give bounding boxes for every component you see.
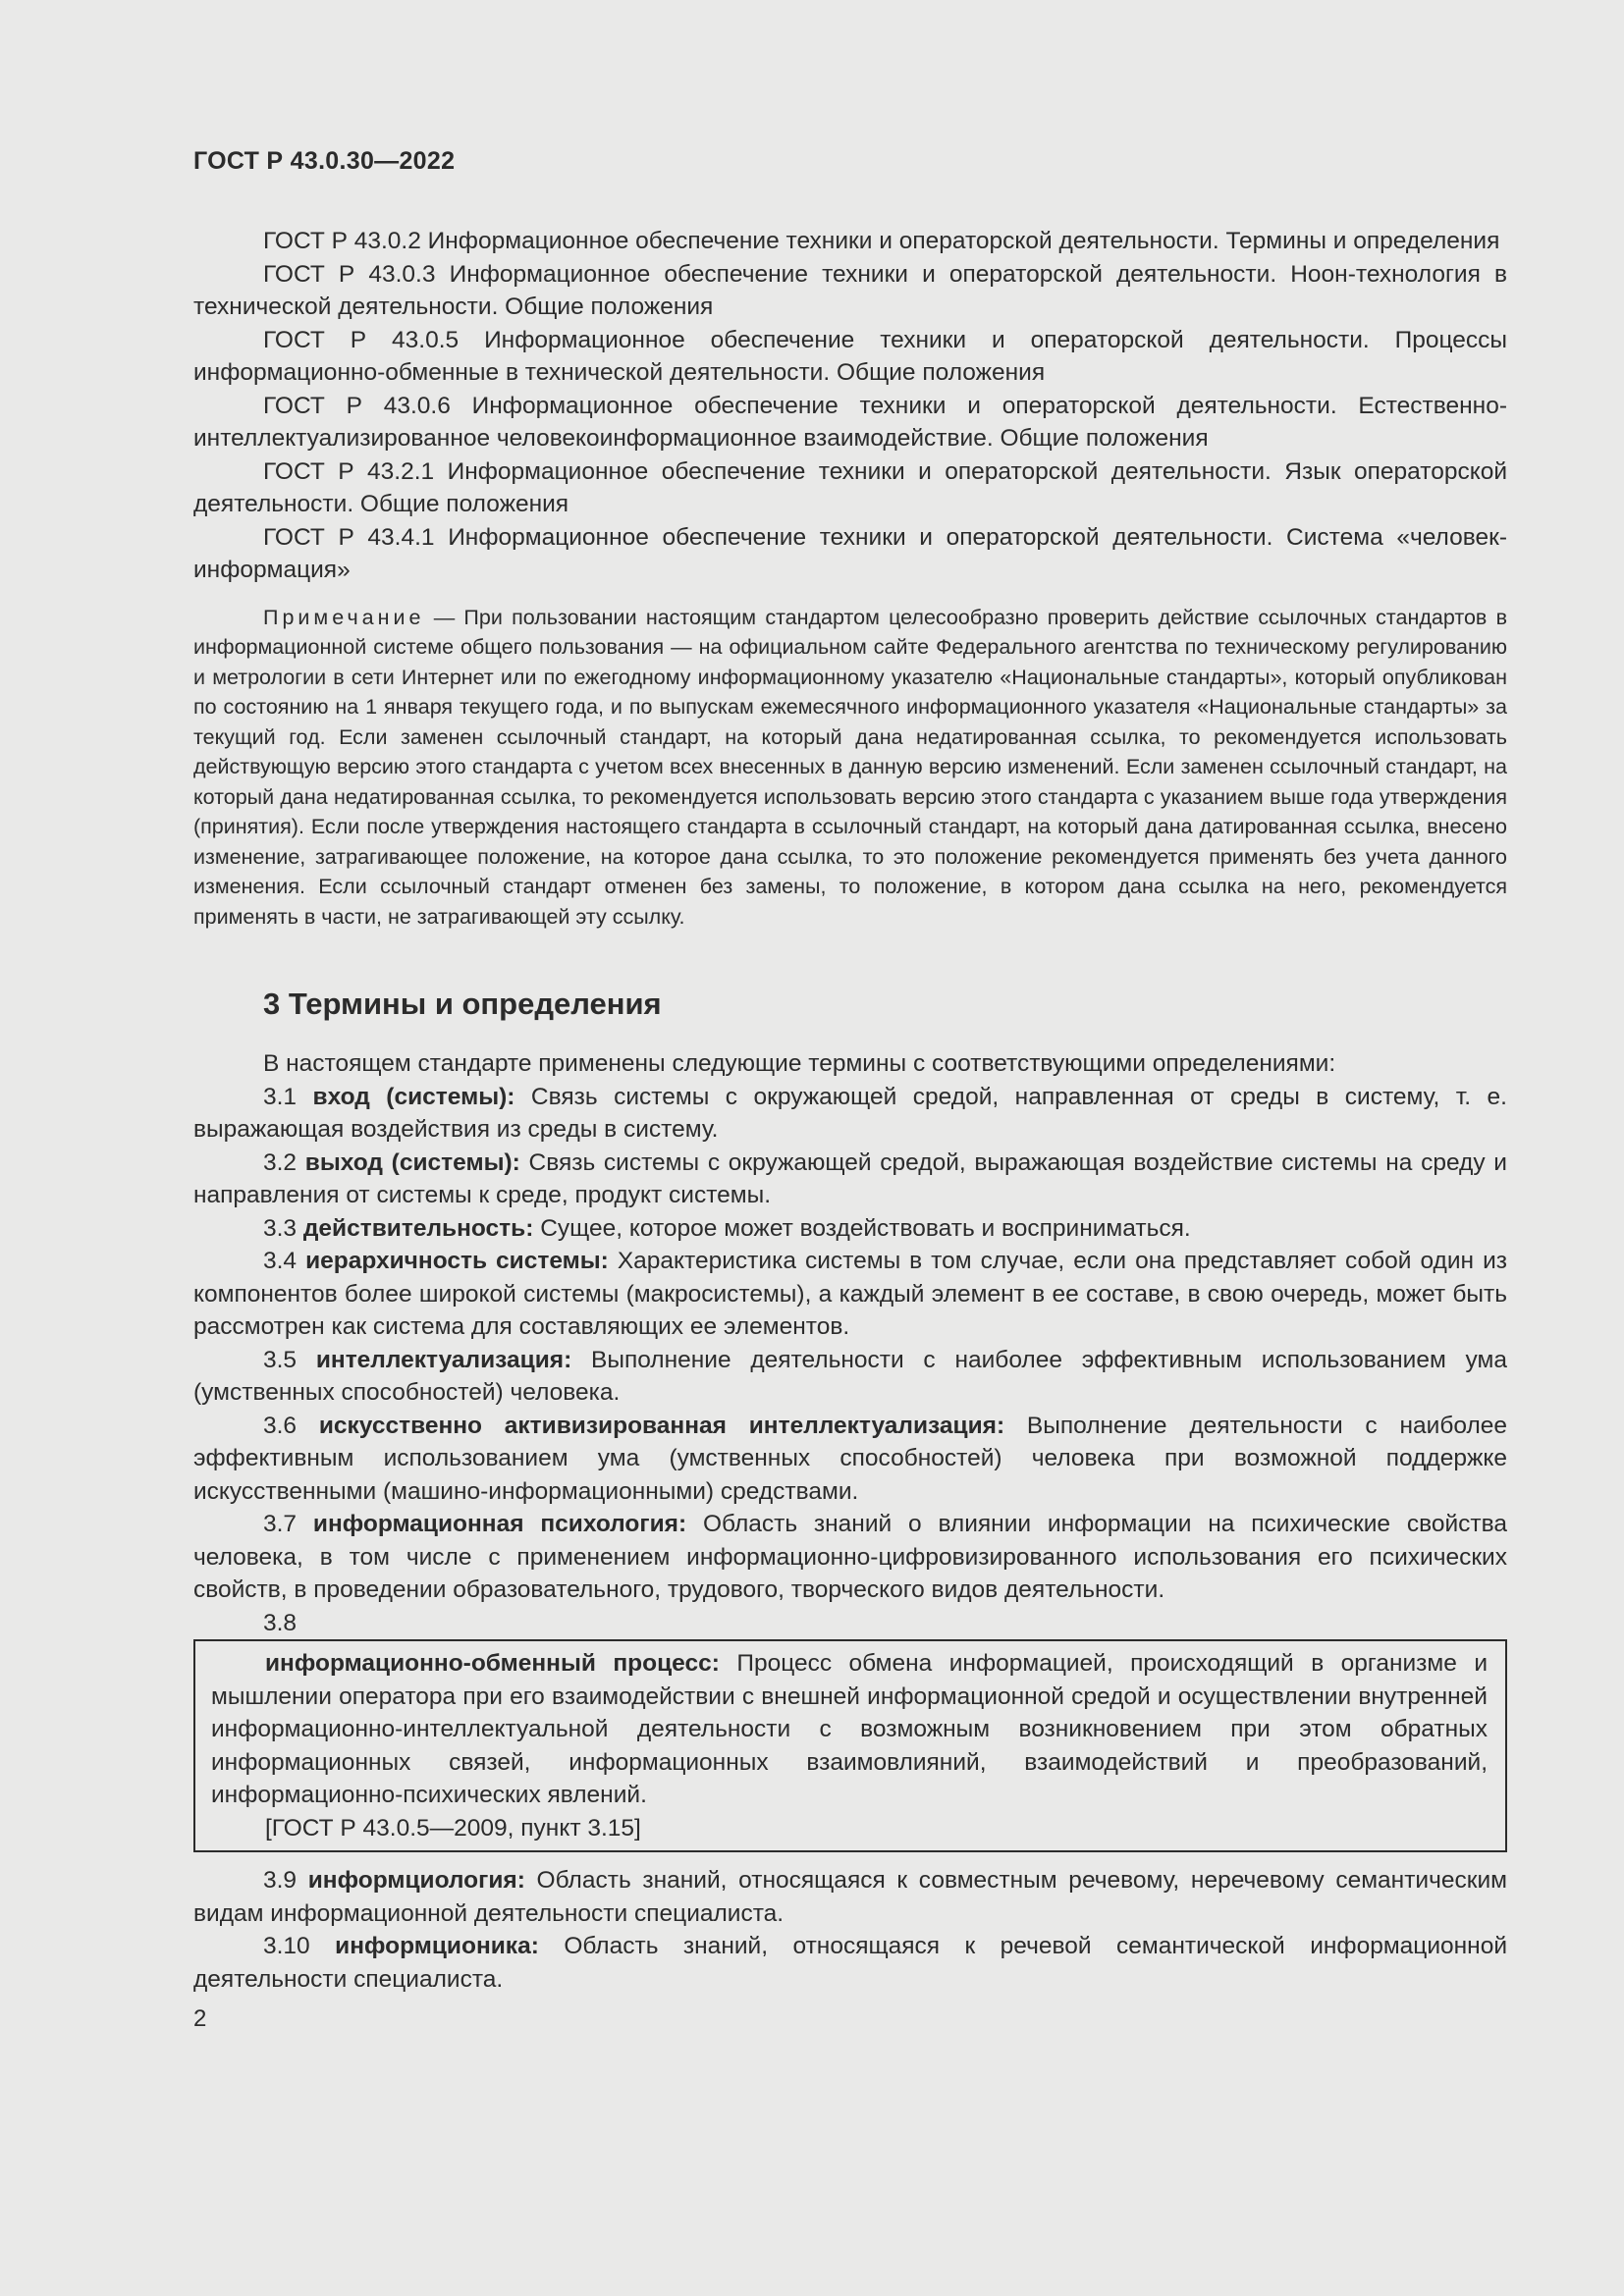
- term-number: 3.1: [263, 1083, 313, 1110]
- term-number: 3.9: [263, 1867, 308, 1894]
- normative-references: [193, 225, 1507, 587]
- term-number: 3.3: [263, 1214, 303, 1242]
- term-number: 3.6: [263, 1412, 319, 1439]
- term-entry: [211, 1647, 1488, 1812]
- term-entry: [193, 1147, 1507, 1212]
- term-entry: [193, 1508, 1507, 1607]
- term-name: выход (системы):: [304, 1148, 520, 1176]
- term-definition: Сущее, которое может воздействовать и восприниматься.: [533, 1214, 1191, 1242]
- term-definition: Связь системы с окружающей средой, выражающая воздействие системы на среду и направления от системы к среде, продукт системы.: [193, 1148, 1507, 1208]
- term-name: информционика:: [335, 1933, 539, 1959]
- term-name: искусственно активизированная интеллектуализация:: [318, 1412, 1005, 1439]
- term-definition: Выполнение деятельности с наиболее эффективным использованием ума (умственных способностей) человека при возможной поддержке искусственными (машино-информационными) средствами.: [193, 1412, 1507, 1505]
- reference-item: ГОСТ Р 43.0.6 Информационное обеспечение техники и операторской деятельности. Естественно-интеллектуализированное человекоинформационное взаимодействие. Общие положения: [193, 392, 1507, 452]
- term-number: 3.10: [263, 1933, 336, 1959]
- term-source: [ГОСТ Р 43.0.5—2009, пункт 3.15]: [265, 1814, 641, 1842]
- term-entry: [193, 1864, 1507, 1930]
- term-number: 3.7: [263, 1511, 313, 1537]
- term-name: информационно-обменный процесс:: [265, 1650, 720, 1677]
- term-entry: [193, 1410, 1507, 1509]
- term-number-3-8: 3.8: [263, 1609, 298, 1636]
- term-definition: Область знаний о влиянии информации на психические свойства человека, в том числе с применением информационно-цифровизированного использования его психических свойств, в проведении образовательного, трудового, творческого видов деятельности.: [193, 1511, 1507, 1603]
- document-page: [193, 147, 1507, 2033]
- term-name: интеллектуализация:: [315, 1346, 572, 1373]
- term-entry: [193, 1930, 1507, 1996]
- reference-item: ГОСТ Р 43.4.1 Информационное обеспечение техники и операторской деятельности. Система «человек-информация»: [193, 523, 1507, 583]
- term-entry: [193, 1212, 1507, 1246]
- term-definition: Область знаний, относящаяся к совместным речевому, неречевому семантическим видам информационной деятельности специалиста.: [193, 1867, 1507, 1927]
- term-definition: Выполнение деятельности с наиболее эффективным использованием ума (умственных способностей) человека.: [193, 1346, 1507, 1406]
- term-entry: [193, 1344, 1507, 1410]
- reference-item: ГОСТ Р 43.0.5 Информационное обеспечение техники и операторской деятельности. Процессы информационно-обменные в технической деятельности. Общие положения: [193, 326, 1507, 386]
- term-name: иерархичность системы:: [305, 1248, 609, 1274]
- term-definition: Область знаний, относящаяся к речевой семантической информационной деятельности специалиста.: [193, 1933, 1507, 1993]
- reference-item: ГОСТ Р 43.0.3 Информационное обеспечение техники и операторской деятельности. Ноон-технология в технической деятельности. Общие положения: [193, 260, 1507, 320]
- term-name: действительность:: [302, 1214, 534, 1242]
- note-label: Примечание: [263, 605, 425, 629]
- document-header: ГОСТ Р 43.0.30—2022: [193, 147, 456, 175]
- note-paragraph: [193, 603, 1507, 933]
- page-number: 2: [193, 2005, 207, 2032]
- reference-item: ГОСТ Р 43.2.1 Информационное обеспечение техники и операторской деятельности. Язык операторской деятельности. Общие положения: [193, 457, 1507, 517]
- term-number: 3.4: [263, 1248, 306, 1274]
- term-entry: [193, 1081, 1507, 1147]
- borrowed-term-box: [193, 1639, 1507, 1852]
- term-name: информциология:: [307, 1867, 525, 1894]
- term-name: информационная психология:: [312, 1511, 687, 1537]
- term-number: 3.5: [263, 1346, 316, 1373]
- reference-item: ГОСТ Р 43.0.2 Информационное обеспечение техники и операторской деятельности. Термины и определения: [263, 228, 1500, 254]
- term-definition: Процесс обмена информацией, происходящий в организме и мышлении оператора при его взаимодействии с внешней информационной средой и осуществлении внутренней информационно-интеллектуальной деятельности с возможным возникновением при этом обратных информационных связей, информационных взаимовлияний, взаимодействий и преобразований, информационно-психических явлений.: [211, 1650, 1488, 1808]
- term-number: 3.2: [263, 1148, 305, 1176]
- section-intro: В настоящем стандарте применены следующие термины с соответствующими определениями:: [263, 1050, 1336, 1077]
- note-text: — При пользовании настоящим стандартом целесообразно проверить действие ссылочных стандартов в информационной системе общего пользования — на официальном сайте Федерального агентства по техническому регулированию и метрологии в сети Интернет или по ежегодному информационному указателю «Национальные стандарты», который опубликован по состоянию на 1 января текущего года, и по выпускам ежемесячного информационного указателя «Национальные стандарты» за текущий год. Если заменен ссылочный стандарт, на который дана недатированная ссылка, то рекомендуется использовать действующую версию этого стандарта с учетом всех внесенных в данную версию изменений. Если заменен ссылочный стандарт, на который дана недатированная ссылка, то рекомендуется использовать версию этого стандарта с указанием выше года утверждения (принятия). Если после утверждения настоящего стандарта в ссылочный стандарт, на который дана датированная ссылка, внесено изменение, затрагивающее положение, на которое дана ссылка, то это положение рекомендуется применять без учета данного изменения. Если ссылочный стандарт отменен без замены, то положение, в котором дана ссылка на него, рекомендуется применять в части, не затрагивающей эту ссылку.: [193, 605, 1507, 929]
- term-entry: [193, 1245, 1507, 1344]
- section-title: 3 Термины и определения: [263, 987, 662, 1021]
- term-definition: Характеристика системы в том случае, если она представляет собой один из компонентов более широкой системы (макросистемы), а каждый элемент в ее составе, в свою очередь, может быть рассмотрен как система для составляющих ее элементов.: [193, 1248, 1507, 1340]
- term-definition: Связь системы с окружающей средой, направленная от среды в систему, т. е. выражающая воздействия из среды в систему.: [193, 1083, 1507, 1143]
- term-name: вход (системы):: [312, 1083, 515, 1110]
